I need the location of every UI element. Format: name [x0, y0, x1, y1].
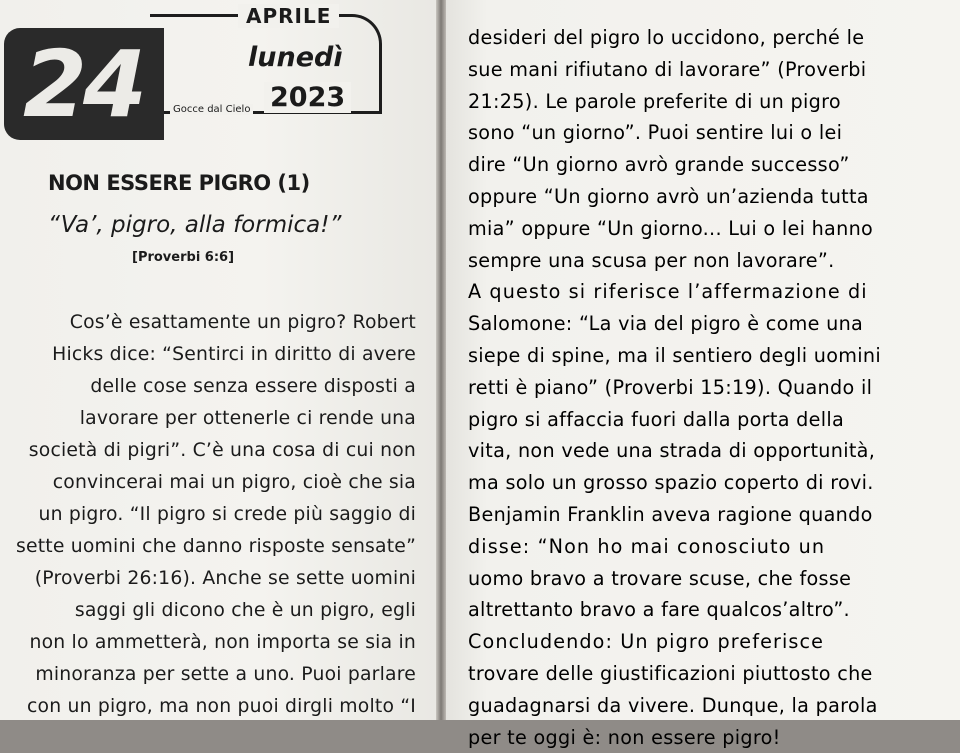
book-gutter [436, 0, 446, 720]
text-line: dire “Un giorno avrò grande successo” [468, 153, 850, 177]
devotional-reference: [Proverbi 6:6] [132, 250, 235, 265]
text-line: sono “un giorno”. Puoi sentire lui o lei [468, 121, 843, 145]
text-line: non lo ammetterà, non importa se sia in [29, 632, 416, 653]
calendar-weekday: lunedì [248, 42, 343, 73]
text-line: uomo bravo a trovare scuse, che fosse [468, 566, 852, 590]
text-line: desideri del pigro lo uccidono, perché le [468, 26, 865, 49]
text-line: per te oggi è: non essere pigro! [468, 725, 781, 749]
text-line: siepe di spine, ma il sentiero degli uomini [468, 343, 881, 367]
text-line: vita, non vede una strada di opportunità, [468, 439, 876, 463]
calendar-month: APRILE [238, 4, 339, 28]
text-line: A questo si riferisce l’affermazione di [468, 280, 868, 304]
text-line: disse: “Non ho mai conosciuto un [468, 534, 826, 558]
text-line: mia” oppure “Un giorno... Lui o lei hanno [468, 216, 874, 240]
text-line: lavorare per ottenerle ci rende una [79, 408, 416, 429]
text-line: altrettanto bravo a fare qualcos’altro”. [468, 598, 850, 622]
text-line: minoranza per sette a uno. Puoi parlare [35, 664, 416, 685]
text-line: Benjamin Franklin aveva ragione quando [468, 502, 873, 526]
text-line: saggi gli dicono che è un pigro, egli [74, 600, 416, 621]
text-line: società di pigri”. C’è una cosa di cui non [28, 440, 416, 461]
text-line: con un pigro, ma non puoi dirgli molto “I [27, 696, 416, 717]
text-line: sue mani rifiutano di lavorare” (Proverbi [468, 57, 867, 81]
text-line: pigro si affaccia fuori dalla porta della [468, 407, 845, 431]
calendar-day-number: 24 [22, 30, 144, 138]
calendar-year: 2023 [264, 82, 351, 113]
text-line: oppure “Un giorno avrò un’azienda tutta [468, 184, 869, 208]
text-line: un pigro. “Il pigro si crede più saggio di [38, 504, 416, 525]
text-line: ma solo un grosso spazio coperto di rovi. [468, 471, 874, 495]
devotional-title: NON ESSERE PIGRO (1) [48, 171, 310, 195]
left-page-text [0, 307, 420, 720]
text-line: sempre una scusa per non lavorare”. [468, 248, 835, 272]
calendar-brand: Gocce dal Cielo [170, 104, 253, 115]
text-line: delle cose senza essere disposti a [90, 376, 416, 397]
text-line: sette uomini che danno risposte sensate” [15, 536, 416, 557]
right-page-text [468, 22, 958, 753]
text-line: retti è piano” (Proverbi 15:19). Quando il [468, 375, 873, 399]
text-line: Hicks dice: “Sentirci in diritto di avere [52, 344, 416, 365]
text-line: convincerai mai un pigro, cioè che sia [52, 472, 416, 493]
text-line: trovare delle giustificazioni piuttosto che [468, 661, 873, 685]
text-line: Concludendo: Un pigro preferisce [468, 630, 825, 654]
text-line: Salomone: “La via del pigro è come una [468, 312, 864, 336]
text-line: 21:25). Le parole preferite di un pigro [468, 89, 841, 113]
text-line: Cos’è esattamente un pigro? Robert [69, 312, 416, 333]
left-page [0, 0, 436, 720]
text-line: (Proverbi 26:16). Anche se sette uomini [34, 568, 416, 589]
text-line: guadagnarsi da vivere. Dunque, la parola [468, 693, 878, 717]
devotional-verse: “Va’, pigro, alla formica!” [48, 212, 342, 238]
